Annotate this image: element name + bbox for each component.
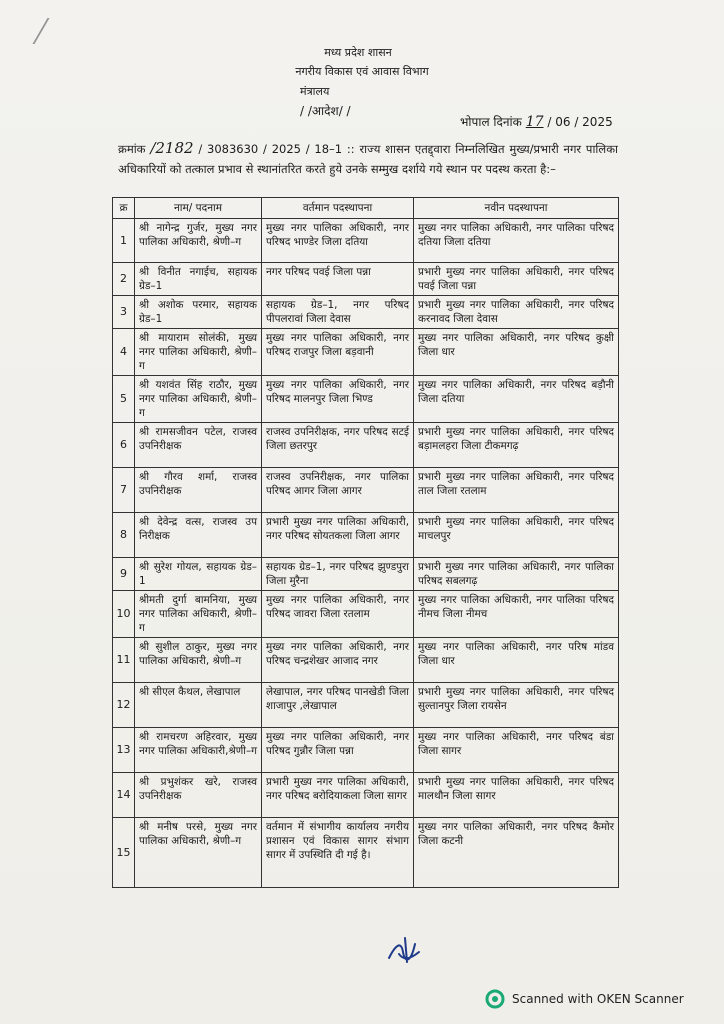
- current-posting-cell: मुख्य नगर पालिका अधिकारी, नगर परिषद चन्द्रशेखर आजाद नगर: [262, 638, 414, 683]
- new-posting-cell: प्रभारी मुख्य नगर पालिका अधिकारी, नगर परिषद सुल्तानपुर जिला रायसेन: [414, 683, 619, 728]
- order-text: / 3083630 / 2025 / 18–1 :: राज्य शासन एतद्द्वारा निम्नलिखित मुख्य/प्रभारी नगर पालिका अधिकारियों को तत्काल प्रभाव से स्थानांतरित करते हुये उनके सम्मुख दर्शाये गये स्थान पर पदस्थ करता है:–: [118, 142, 619, 176]
- serial-cell: 14: [113, 773, 135, 818]
- header-current-posting: वर्तमान पदस्थापना: [262, 198, 414, 219]
- current-posting-cell: प्रभारी मुख्य नगर पालिका अधिकारी, नगर परिषद सोयतकला जिला आगर: [262, 513, 414, 558]
- name-cell: श्री नागेन्द्र गुर्जर, मुख्य नगर पालिका अधिकारी, श्रेणी–ग: [135, 219, 262, 263]
- current-posting-cell: सहायक ग्रेड–1, नगर परिषद झुण्डपुरा जिला मुरैना: [262, 558, 414, 591]
- name-cell: श्री सुरेश गोयल, सहायक ग्रेड–1: [135, 558, 262, 591]
- serial-cell: 8: [113, 513, 135, 558]
- order-intro: [118, 138, 618, 179]
- table-row: [113, 683, 619, 728]
- scanner-footer: [485, 988, 684, 1010]
- current-posting-cell: मुख्य नगर पालिका अधिकारी, नगर परिषद जावरा जिला रतलाम: [262, 591, 414, 638]
- table-header-row: [113, 198, 619, 219]
- new-posting-cell: प्रभारी मुख्य नगर पालिका अधिकारी, नगर पालिका परिषद सबलगढ़: [414, 558, 619, 591]
- serial-cell: 6: [113, 423, 135, 468]
- name-cell: श्री यशवंत सिंह राठौर, मुख्य नगर पालिका अधिकारी, श्रेणी–ग: [135, 376, 262, 423]
- name-cell: श्री सुशील ठाकुर, मुख्य नगर पालिका अधिकारी, श्रेणी–ग: [135, 638, 262, 683]
- scanner-footer-text: Scanned with OKEN Scanner: [512, 992, 684, 1006]
- current-posting-cell: नगर परिषद पवई जिला पन्ना: [262, 263, 414, 296]
- transfer-table: [112, 197, 619, 888]
- date-day: 17: [525, 114, 544, 130]
- name-cell: श्री रामसजीवन पटेल, राजस्व उपनिरीक्षक: [135, 423, 262, 468]
- name-cell: श्री देवेन्द्र वत्स, राजस्व उप निरीक्षक: [135, 513, 262, 558]
- table-row: [113, 468, 619, 513]
- serial-cell: 9: [113, 558, 135, 591]
- table-row: [113, 638, 619, 683]
- name-cell: श्री गौरव शर्मा, राजस्व उपनिरीक्षक: [135, 468, 262, 513]
- serial-cell: 10: [113, 591, 135, 638]
- new-posting-cell: प्रभारी मुख्य नगर पालिका अधिकारी, नगर परिषद बड़ामलहरा जिला टीकमगढ़: [414, 423, 619, 468]
- table-row: [113, 263, 619, 296]
- order-date: [460, 113, 613, 130]
- name-cell: श्री मनीष परसे, मुख्य नगर पालिका अधिकारी, श्रेणी–ग: [135, 818, 262, 888]
- serial-cell: 15: [113, 818, 135, 888]
- current-posting-cell: लेखापाल, नगर परिषद पानखेडी जिला शाजापुर ,लेखापाल: [262, 683, 414, 728]
- serial-cell: 2: [113, 263, 135, 296]
- current-posting-cell: सहायक ग्रेड–1, नगर परिषद पीपलरावां जिला देवास: [262, 296, 414, 329]
- header-line-1: मध्य प्रदेश शासन: [324, 46, 392, 59]
- table-row: [113, 773, 619, 818]
- current-posting-cell: मुख्य नगर पालिका अधिकारी, नगर परिषद मालनपुर जिला भिण्ड: [262, 376, 414, 423]
- new-posting-cell: प्रभारी मुख्य नगर पालिका अधिकारी, नगर परिषद मालथौन जिला सागर: [414, 773, 619, 818]
- table-row: [113, 296, 619, 329]
- name-cell: श्रीमती दुर्गा बामनिया, मुख्य नगर पालिका अधिकारी, श्रेणी–ग: [135, 591, 262, 638]
- new-posting-cell: मुख्य नगर पालिका अधिकारी, नगर पालिका परिषद दतिया जिला दतिया: [414, 219, 619, 263]
- header-line-2: नगरीय विकास एवं आवास विभाग: [295, 65, 429, 78]
- table-row: [113, 329, 619, 376]
- new-posting-cell: मुख्य नगर पालिका अधिकारी, नगर परिष मांडव जिला धार: [414, 638, 619, 683]
- new-posting-cell: मुख्य नगर पालिका अधिकारी, नगर परिषद बंडा जिला सागर: [414, 728, 619, 773]
- new-posting-cell: प्रभारी मुख्य नगर पालिका अधिकारी, नगर परिषद करनावद जिला देवास: [414, 296, 619, 329]
- signature: [385, 932, 425, 968]
- current-posting-cell: मुख्य नगर पालिका अधिकारी, नगर परिषद गुन्नौर जिला पन्ना: [262, 728, 414, 773]
- table-row: [113, 513, 619, 558]
- name-cell: श्री मायाराम सोलंकी, मुख्य नगर पालिका अधिकारी, श्रेणी–ग: [135, 329, 262, 376]
- header-serial: क्र: [113, 198, 135, 219]
- serial-cell: 5: [113, 376, 135, 423]
- header-name: नाम/ पदनाम: [135, 198, 262, 219]
- header-line-3: मंत्रालय: [300, 85, 330, 98]
- table-row: [113, 423, 619, 468]
- current-posting-cell: प्रभारी मुख्य नगर पालिका अधिकारी, नगर परिषद बरोदियाकला जिला सागर: [262, 773, 414, 818]
- serial-cell: 12: [113, 683, 135, 728]
- current-posting-cell: राजस्व उपनिरीक्षक, नगर परिषद सटई जिला छतरपुर: [262, 423, 414, 468]
- table-row: [113, 818, 619, 888]
- new-posting-cell: मुख्य नगर पालिका अधिकारी, नगर परिषद कैमोर जिला कटनी: [414, 818, 619, 888]
- order-number: /2182: [150, 139, 194, 157]
- current-posting-cell: वर्तमान में संभागीय कार्यालय नगरीय प्रशासन एवं विकास सागर संभाग सागर में उपस्थिति दी गई है।: [262, 818, 414, 888]
- name-cell: श्री विनीत नगाईच, सहायक ग्रेड–1: [135, 263, 262, 296]
- header-new-posting: नवीन पदस्थापना: [414, 198, 619, 219]
- new-posting-cell: मुख्य नगर पालिका अधिकारी, नगर परिषद कुक्षी जिला धार: [414, 329, 619, 376]
- current-posting-cell: मुख्य नगर पालिका अधिकारी, नगर परिषद भाण्डेर जिला दतिया: [262, 219, 414, 263]
- table-row: [113, 219, 619, 263]
- current-posting-cell: राजस्व उपनिरीक्षक, नगर पालिका परिषद आगर जिला आगर: [262, 468, 414, 513]
- serial-cell: 13: [113, 728, 135, 773]
- name-cell: श्री सीएल कैथल, लेखापाल: [135, 683, 262, 728]
- current-posting-cell: मुख्य नगर पालिका अधिकारी, नगर परिषद राजपुर जिला बड़वानी: [262, 329, 414, 376]
- new-posting-cell: प्रभारी मुख्य नगर पालिका अधिकारी, नगर परिषद ताल जिला रतलाम: [414, 468, 619, 513]
- header-line-4: / /आदेश/ /: [300, 104, 351, 118]
- new-posting-cell: मुख्य नगर पालिका अधिकारी, नगर परिषद बड़ौनी जिला दतिया: [414, 376, 619, 423]
- serial-cell: 3: [113, 296, 135, 329]
- serial-cell: 11: [113, 638, 135, 683]
- serial-cell: 4: [113, 329, 135, 376]
- scan-mark: [32, 18, 77, 44]
- date-prefix: भोपाल दिनांक: [460, 115, 522, 129]
- new-posting-cell: प्रभारी मुख्य नगर पालिका अधिकारी, नगर परिषद माचलपुर: [414, 513, 619, 558]
- table-row: [113, 728, 619, 773]
- date-rest: / 06 / 2025: [547, 115, 613, 129]
- name-cell: श्री रामचरण अहिरवार, मुख्य नगर पालिका अधिकारी,श्रेणी–ग: [135, 728, 262, 773]
- new-posting-cell: मुख्य नगर पालिका अधिकारी, नगर पालिका परिषद नीमच जिला नीमच: [414, 591, 619, 638]
- new-posting-cell: प्रभारी मुख्य नगर पालिका अधिकारी, नगर परिषद पवई जिला पन्ना: [414, 263, 619, 296]
- oken-scanner-logo-icon: [485, 989, 505, 1009]
- table-row: [113, 591, 619, 638]
- serial-cell: 7: [113, 468, 135, 513]
- kramank-label: क्रमांक: [118, 142, 146, 156]
- name-cell: श्री प्रभुशंकर खरे, राजस्व उपनिरीक्षक: [135, 773, 262, 818]
- name-cell: श्री अशोक परमार, सहायक ग्रेड–1: [135, 296, 262, 329]
- table-row: [113, 558, 619, 591]
- table-row: [113, 376, 619, 423]
- serial-cell: 1: [113, 219, 135, 263]
